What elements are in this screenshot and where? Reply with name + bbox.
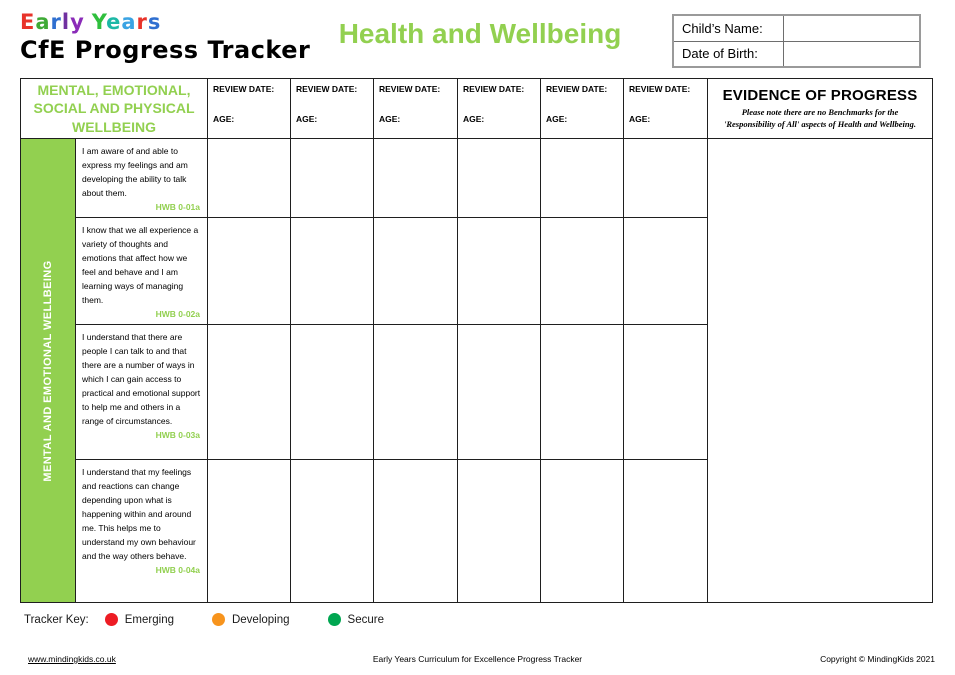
logo [20, 10, 310, 64]
developing-dot-icon [212, 613, 225, 626]
emerging-dot-icon [105, 613, 118, 626]
child-name-row [673, 15, 920, 41]
review-date-label: REVIEW DATE: [546, 84, 608, 94]
statement-code: HWB 0-01a [155, 202, 200, 213]
tracker-key-label: Tracker Key: [24, 613, 89, 626]
statement-code: HWB 0-04a [155, 565, 200, 576]
child-info-box [672, 14, 921, 68]
statement-cell [76, 218, 208, 325]
review-cell[interactable] [291, 325, 374, 460]
age-label: AGE: [546, 114, 568, 124]
statement-text: I know that we all experience a variety of thoughts and emotions that affect how we feel and behave and I am learning ways of managing them. [82, 225, 199, 306]
logo-letter: r [136, 10, 148, 34]
review-cell[interactable] [291, 218, 374, 325]
secure-dot-icon [328, 613, 341, 626]
dob-row [673, 41, 920, 67]
review-date-label: REVIEW DATE: [213, 84, 275, 94]
footer-center-text: Early Years Curriculum for Excellence Progress Tracker [372, 654, 583, 664]
tracker-key [24, 613, 422, 626]
table-row [21, 139, 933, 218]
review-cell[interactable] [624, 218, 708, 325]
logo-title [20, 10, 310, 34]
age-label: AGE: [463, 114, 485, 124]
review-cell[interactable] [291, 139, 374, 218]
statement-cell [76, 460, 208, 603]
child-name-label: Child’s Name: [673, 15, 783, 41]
review-cell[interactable] [374, 139, 458, 218]
review-date-label: REVIEW DATE: [379, 84, 441, 94]
evidence-title: EVIDENCE OF PROGRESS [722, 87, 918, 105]
child-name-field[interactable] [783, 15, 920, 41]
logo-letter: r [50, 10, 62, 34]
logo-letter: s [147, 10, 162, 34]
review-cell[interactable] [458, 139, 541, 218]
review-date-label: REVIEW DATE: [463, 84, 525, 94]
statement-code: HWB 0-03a [155, 430, 200, 441]
logo-letter: Y [91, 10, 107, 34]
review-cell[interactable] [624, 325, 708, 460]
logo-subtitle: CfE Progress Tracker [20, 36, 311, 64]
review-cell[interactable] [374, 218, 458, 325]
key-item-label: Emerging [124, 613, 174, 626]
review-cell[interactable] [541, 325, 624, 460]
review-cell[interactable] [541, 139, 624, 218]
logo-letter: y [70, 10, 85, 34]
progress-table [20, 78, 933, 603]
review-cell[interactable] [374, 325, 458, 460]
review-date-header [291, 79, 374, 139]
header-row [21, 79, 933, 139]
section-bar-label: MENTAL AND EMOTIONAL WELLBEING [42, 260, 54, 482]
footer [0, 654, 955, 670]
review-cell[interactable] [541, 218, 624, 325]
review-date-header [374, 79, 458, 139]
review-cell[interactable] [208, 325, 291, 460]
statement-text: I am aware of and able to express my feelings and am developing the ability to talk about them. [82, 146, 188, 199]
review-cell[interactable] [458, 325, 541, 460]
statement-text: I understand that there are people I can talk to and that there are a number of ways in which I can gain access to practical and emotional support to help me and others in a range of circumstances. [82, 332, 201, 427]
age-label: AGE: [213, 114, 235, 124]
review-date-header [458, 79, 541, 139]
review-cell[interactable] [541, 460, 624, 603]
page-title: Health and Wellbeing [338, 18, 622, 49]
key-item-label: Secure [347, 613, 384, 626]
review-date-header [624, 79, 708, 139]
footer-copyright: Copyright © MindingKids 2021 [820, 654, 935, 664]
review-date-header [541, 79, 624, 139]
logo-letter: E [20, 10, 36, 34]
review-cell[interactable] [458, 460, 541, 603]
logo-letter: a [35, 10, 51, 34]
key-item-secure [328, 613, 384, 626]
review-date-label: REVIEW DATE: [296, 84, 358, 94]
review-cell[interactable] [208, 218, 291, 325]
review-cell[interactable] [374, 460, 458, 603]
review-cell[interactable] [458, 218, 541, 325]
key-item-developing [212, 613, 290, 626]
footer-link[interactable]: www.mindingkids.co.uk [28, 654, 116, 664]
review-cell[interactable] [624, 460, 708, 603]
evidence-note: Please note there are no Benchmarks for the 'Responsibility of All' aspects of Health and Wellbeing. [723, 107, 917, 129]
key-item-emerging [105, 613, 174, 626]
dob-field[interactable] [783, 41, 920, 67]
dob-label: Date of Birth: [673, 41, 783, 67]
logo-letter: l [61, 10, 71, 34]
statement-cell [76, 325, 208, 460]
evidence-cell[interactable] [708, 139, 933, 603]
age-label: AGE: [629, 114, 651, 124]
evidence-header [708, 79, 933, 139]
logo-letter: e [106, 10, 122, 34]
review-date-header [208, 79, 291, 139]
review-cell[interactable] [624, 139, 708, 218]
group-header-cell: MENTAL, EMOTIONAL, SOCIAL AND PHYSICAL WELLBEING [21, 79, 208, 139]
review-date-label: REVIEW DATE: [629, 84, 691, 94]
statement-text: I understand that my feelings and reactions can change depending upon what is happening within and around me. This helps me to understand my own behaviour and the way others behave. [82, 467, 196, 562]
review-cell[interactable] [291, 460, 374, 603]
age-label: AGE: [379, 114, 401, 124]
review-cell[interactable] [208, 139, 291, 218]
key-item-label: Developing [231, 613, 290, 626]
statement-cell [76, 139, 208, 218]
logo-letter: a [121, 10, 137, 34]
age-label: AGE: [296, 114, 318, 124]
statement-code: HWB 0-02a [155, 309, 200, 320]
section-bar [21, 139, 76, 603]
review-cell[interactable] [208, 460, 291, 603]
